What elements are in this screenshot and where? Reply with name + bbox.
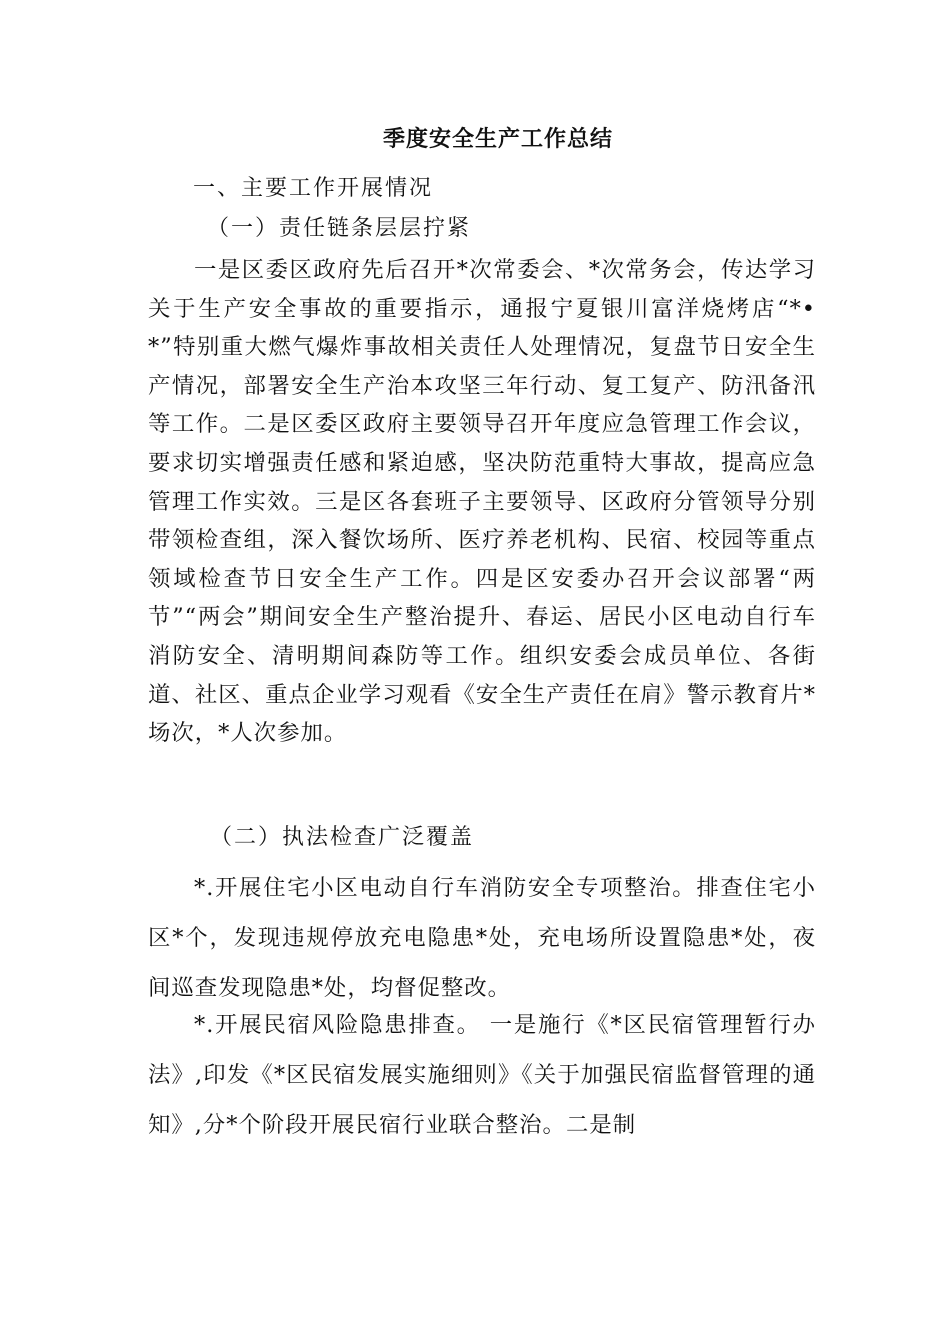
subsection-heading: （二）执法检查广泛覆盖 (210, 825, 475, 850)
body-paragraph: *.开展住宅小区电动自行车消防安全专项整治。排查住宅小区*个，发现违规停放充电隐患*处，充电场所设置隐患*处，夜间巡查发现隐患*处，均督促整改。 (148, 875, 816, 1001)
document-title: 季度安全生产工作总结 (382, 127, 613, 152)
body-paragraph: *.开展民宿风险隐患排查。 一是施行《*区民宿管理暂行办法》,印发《*区民宿发展实施细则》《关于加强民宿监督管理的通知》,分*个阶段开展民宿行业联合整治。二是制 (148, 1012, 816, 1138)
body-paragraph: 一是区委区政府先后召开*次常委会、*次常务会，传达学习关于生产安全事故的重要指示，通报宁夏银川富洋烧烤店“*•*”特别重大燃气爆炸事故相关责任人处理情况，复盘节日安全生产情况，部署安全生产治本攻坚三年行动、复工复产、防汛备汛等工作。二是区委区政府主要领导召开年度应急管理工作会议，要求切实增强责任感和紧迫感，坚决防范重特大事故，提高应急管理工作实效。三是区各套班子主要领导、区政府分管领导分别带领检查组，深入餐饮场所、医疗养老机构、民宿、校园等重点领域检查节日安全生产工作。四是区安委办召开会议部署“两节”“两会”期间安全生产整治提升、春运、居民小区电动自行车消防安全、清明期间森防等工作。组织安委会成员单位、各街道、社区、重点企业学习观看《安全生产责任在肩》警示教育片*场次，*人次参加。 (148, 257, 816, 747)
subsection-heading: （一）责任链条层层拧紧 (207, 216, 472, 241)
section-heading: 一、主要工作开展情况 (193, 176, 434, 201)
